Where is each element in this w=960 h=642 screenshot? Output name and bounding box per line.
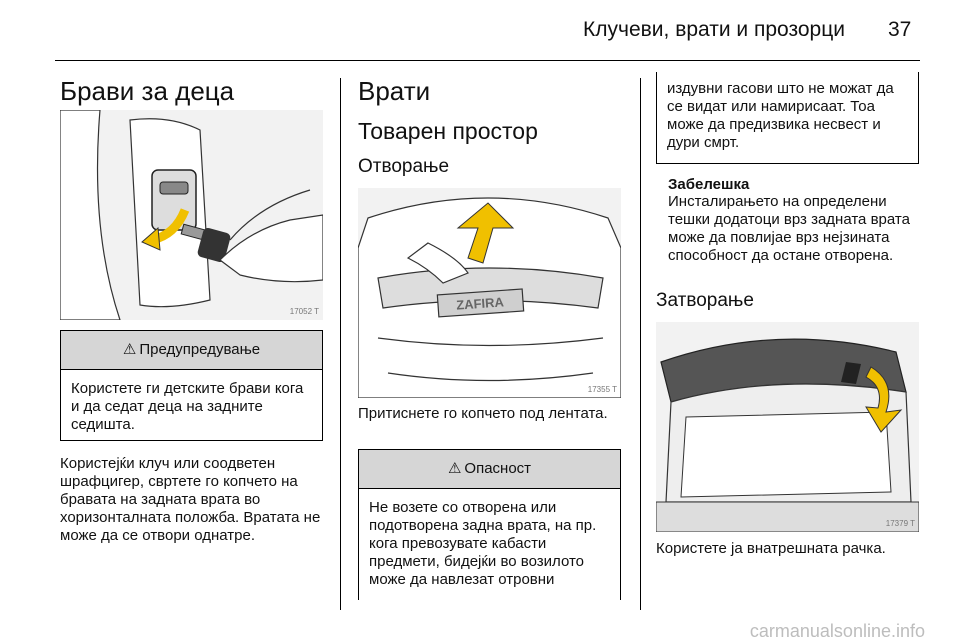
danger-text-continued: издувни гасови што не можат да се видат или намирисаат. Тоа може да предизвика несвест и дури смрт.	[667, 80, 894, 151]
header-rule	[55, 60, 920, 61]
tailgate-open-figure	[358, 188, 621, 398]
opening-heading: Отворање	[358, 156, 450, 177]
tailgate-interior-illustration	[656, 322, 919, 532]
tailgate-illustration	[358, 188, 621, 398]
note-text: Инсталирањето на определени тешки додатоци врз задната врата може да повлијае врз нејзината способност да остане отворена.	[668, 193, 910, 264]
column-rule-1	[340, 78, 341, 610]
note-block	[668, 176, 918, 265]
figure-code: 17355 T	[587, 385, 617, 394]
warning-title: Предупредување	[139, 341, 261, 358]
child-locks-heading: Брави за деца	[60, 76, 235, 106]
danger-box	[358, 449, 621, 600]
tailgate-close-figure	[656, 322, 919, 532]
doors-heading: Врати	[358, 76, 431, 106]
child-lock-figure	[60, 110, 323, 320]
danger-title: Опасност	[464, 460, 532, 477]
note-title: Забелешка	[668, 176, 750, 193]
warning-box	[60, 330, 323, 441]
danger-box-continued	[656, 72, 919, 164]
danger-text: Не возете со отворена или подотворена задна врата, на пр. кога превозувате кабасти предмети, бидејќи во возилото може да навлезат отровни	[369, 499, 597, 588]
closing-caption: Користете ја внатрешната рачка.	[656, 540, 886, 557]
child-lock-paragraph: Користејќи клуч или соодветен шрафцигер, свртете го копчето на бравата на задната врата во хоризонталната положба. Вратата не може да се отвори однатре.	[60, 455, 321, 544]
warning-text: Користете ги детските брави кога и да седат деца на задните седишта.	[71, 380, 304, 433]
column-rule-2	[640, 78, 641, 610]
figure-plate-text: ZAFIRA	[455, 294, 505, 313]
child-lock-illustration	[60, 110, 323, 320]
warning-triangle-icon: ⚠	[122, 341, 137, 358]
load-compartment-heading: Товарен простор	[358, 118, 538, 144]
running-header-title: Клучеви, врати и прозорци	[583, 18, 845, 41]
danger-box-header	[359, 450, 620, 489]
watermark: carmanualsonline.info	[749, 621, 925, 641]
figure-code: 17379 T	[885, 519, 915, 528]
warning-triangle-icon: ⚠	[447, 460, 462, 477]
closing-heading: Затворање	[656, 290, 754, 311]
warning-box-header	[61, 331, 322, 370]
opening-caption: Притиснете го копчето под лентата.	[358, 405, 608, 422]
figure-code: 17052 T	[289, 307, 319, 316]
page-number: 37	[888, 18, 912, 41]
